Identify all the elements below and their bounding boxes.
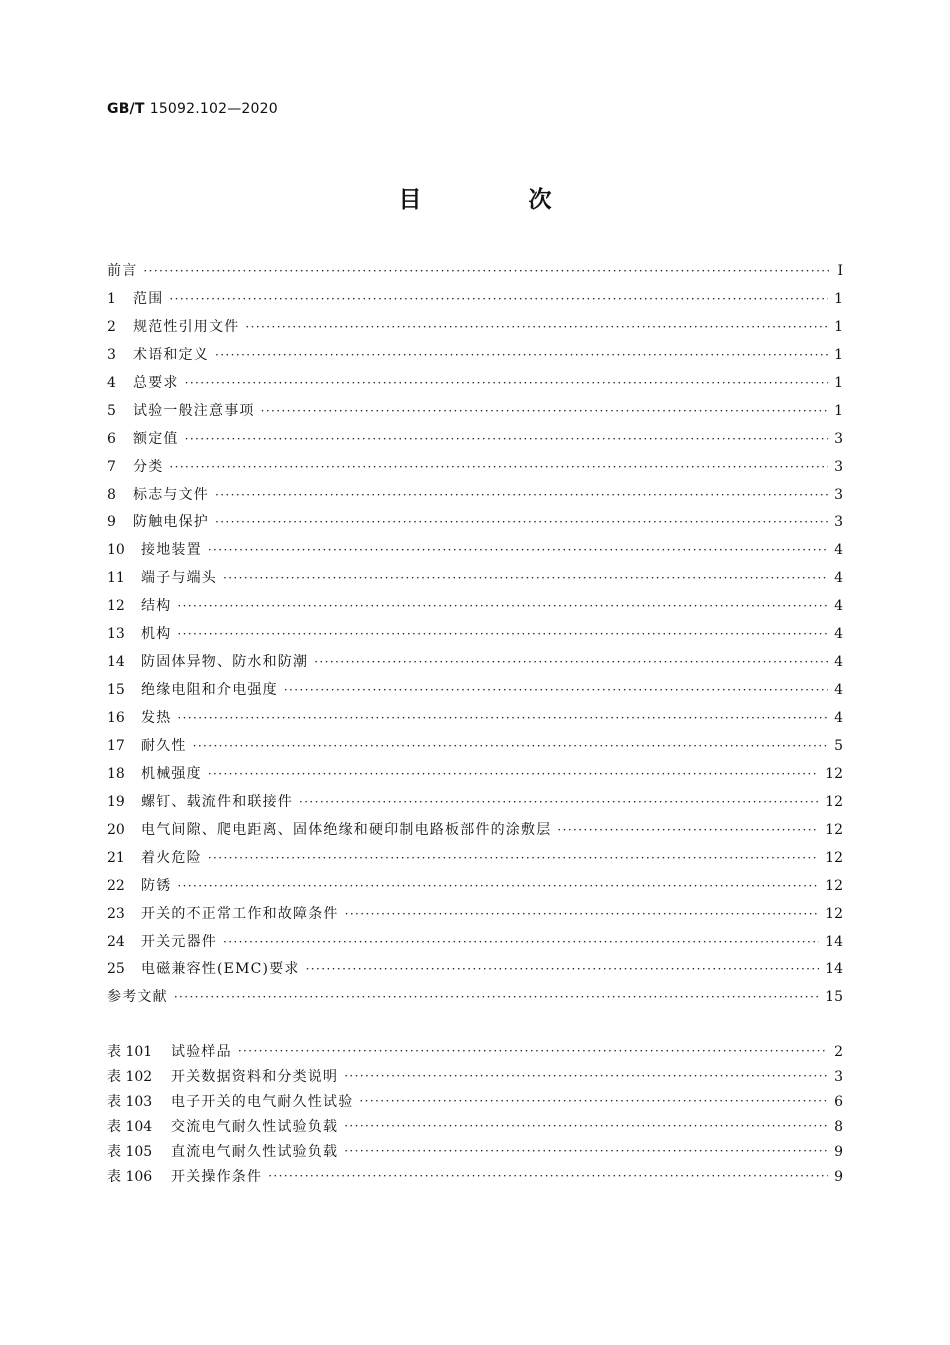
entry-label: 绝缘电阻和介电强度 bbox=[141, 682, 278, 699]
entry-label: 电子开关的电气耐久性试验 bbox=[171, 1094, 354, 1110]
entry-number: 22 bbox=[107, 877, 125, 894]
toc-entry[interactable] bbox=[107, 677, 843, 705]
toc-entry[interactable] bbox=[107, 733, 843, 761]
page-number: 14 bbox=[825, 961, 843, 978]
page-number: 4 bbox=[834, 626, 843, 643]
entry-number: 表 106 bbox=[107, 1169, 153, 1185]
page-number: 15 bbox=[825, 989, 843, 1006]
dot-leader bbox=[557, 821, 819, 835]
entry-number: 19 bbox=[107, 793, 125, 810]
page-number: 9 bbox=[834, 1169, 843, 1185]
entry-number: 表 103 bbox=[107, 1094, 153, 1110]
dot-leader bbox=[177, 597, 828, 611]
entry-label: 额定值 bbox=[133, 430, 179, 447]
dot-leader bbox=[215, 346, 828, 360]
page-number: 1 bbox=[834, 374, 843, 391]
page-number: 12 bbox=[825, 765, 843, 782]
toc-entry[interactable] bbox=[107, 705, 843, 733]
page-number: 4 bbox=[834, 654, 843, 671]
table-entry[interactable] bbox=[107, 1165, 843, 1190]
entry-label: 标志与文件 bbox=[133, 486, 209, 503]
entry-label: 接地装置 bbox=[141, 542, 202, 559]
toc-entry[interactable] bbox=[107, 565, 843, 593]
page-number: 4 bbox=[834, 710, 843, 726]
dot-leader bbox=[208, 849, 819, 863]
entry-label: 电气间隙、爬电距离、固体绝缘和硬印制电路板部件的涂敷层 bbox=[141, 821, 552, 838]
entry-label: 前言 bbox=[107, 263, 138, 279]
dot-leader bbox=[169, 458, 828, 472]
table-entry[interactable] bbox=[107, 1140, 843, 1165]
dot-leader bbox=[215, 486, 828, 500]
toc-entry[interactable] bbox=[107, 817, 843, 845]
page-number: 12 bbox=[825, 821, 843, 838]
toc-entry[interactable] bbox=[107, 984, 843, 1012]
dot-leader bbox=[359, 1093, 828, 1107]
page-number: Ⅰ bbox=[837, 263, 843, 279]
dot-leader bbox=[314, 653, 828, 667]
page-number: 3 bbox=[834, 514, 843, 531]
entry-label: 交流电气耐久性试验负载 bbox=[171, 1119, 339, 1135]
page-number: 3 bbox=[834, 430, 843, 447]
toc-entry[interactable] bbox=[107, 873, 843, 901]
entry-label: 防锈 bbox=[141, 877, 172, 894]
toc-entry[interactable] bbox=[107, 426, 843, 454]
entry-number: 表 105 bbox=[107, 1144, 153, 1160]
toc-entry[interactable] bbox=[107, 649, 843, 677]
entry-number: 5 bbox=[107, 402, 116, 419]
entry-label: 耐久性 bbox=[141, 737, 187, 754]
toc-entry[interactable] bbox=[107, 509, 843, 537]
dot-leader bbox=[143, 262, 829, 276]
dot-leader bbox=[215, 513, 828, 527]
table-entry[interactable] bbox=[107, 1090, 843, 1115]
entry-label: 机构 bbox=[141, 626, 172, 643]
entry-label: 防固体异物、防水和防潮 bbox=[141, 654, 309, 671]
entry-number: 13 bbox=[107, 626, 125, 643]
entry-label: 总要求 bbox=[133, 374, 179, 391]
toc-entry[interactable] bbox=[107, 621, 843, 649]
page-number: 12 bbox=[825, 849, 843, 866]
dot-leader bbox=[177, 709, 828, 723]
entry-label: 发热 bbox=[141, 710, 172, 726]
entry-label: 试验一般注意事项 bbox=[133, 402, 255, 419]
page-number: 3 bbox=[834, 458, 843, 475]
dot-leader bbox=[238, 1043, 828, 1057]
entry-number: 9 bbox=[107, 514, 116, 531]
entry-number: 11 bbox=[107, 570, 125, 587]
entry-label: 开关数据资料和分类说明 bbox=[171, 1069, 339, 1085]
toc-entry[interactable] bbox=[107, 845, 843, 873]
toc-entry[interactable] bbox=[107, 593, 843, 621]
page-number: 12 bbox=[825, 905, 843, 922]
entry-label: 范围 bbox=[133, 290, 164, 307]
entry-number: 18 bbox=[107, 765, 125, 782]
entry-number: 17 bbox=[107, 737, 125, 754]
table-entry[interactable] bbox=[107, 1115, 843, 1140]
entry-number: 12 bbox=[107, 598, 125, 615]
toc-entry[interactable] bbox=[107, 789, 843, 817]
page-number: 2 bbox=[834, 1044, 843, 1060]
dot-leader bbox=[268, 1168, 828, 1182]
table-entry[interactable] bbox=[107, 1040, 843, 1065]
toc-entry[interactable] bbox=[107, 956, 843, 984]
dot-leader bbox=[261, 402, 828, 416]
toc-entry[interactable] bbox=[107, 929, 843, 957]
standard-prefix: GB/T bbox=[107, 101, 145, 117]
entry-number: 14 bbox=[107, 654, 125, 671]
page-number: 5 bbox=[834, 737, 843, 754]
entry-number: 1 bbox=[107, 290, 116, 307]
entry-label: 着火危险 bbox=[141, 849, 202, 866]
page-number: 4 bbox=[834, 542, 843, 559]
toc-entry[interactable] bbox=[107, 258, 843, 286]
entry-label: 端子与端头 bbox=[141, 570, 217, 587]
dot-leader bbox=[223, 933, 819, 947]
dot-leader bbox=[208, 765, 819, 779]
entry-label: 结构 bbox=[141, 598, 172, 615]
entry-label: 开关的不正常工作和故障条件 bbox=[141, 905, 339, 922]
entry-label: 防触电保护 bbox=[133, 514, 209, 531]
entry-number: 4 bbox=[107, 374, 116, 391]
entry-number: 25 bbox=[107, 961, 125, 978]
entry-number: 23 bbox=[107, 905, 125, 922]
page-title: 目 次 bbox=[398, 187, 594, 213]
toc-entry[interactable] bbox=[107, 314, 843, 342]
dot-leader bbox=[208, 541, 828, 555]
entry-number: 8 bbox=[107, 486, 116, 503]
entry-label: 直流电气耐久性试验负载 bbox=[171, 1144, 339, 1160]
entry-label: 电磁兼容性(EMC)要求 bbox=[141, 961, 300, 978]
dot-leader bbox=[345, 905, 820, 919]
page-number: 6 bbox=[834, 1094, 843, 1110]
dot-leader bbox=[193, 737, 828, 751]
dot-leader bbox=[245, 318, 828, 332]
toc-entry[interactable] bbox=[107, 454, 843, 482]
entry-label: 参考文献 bbox=[107, 989, 168, 1006]
entry-number: 7 bbox=[107, 458, 116, 475]
page-number: 3 bbox=[834, 1069, 843, 1085]
entry-label: 分类 bbox=[133, 458, 164, 475]
entry-number: 表 101 bbox=[107, 1044, 153, 1060]
entry-number: 24 bbox=[107, 933, 125, 950]
entry-label: 规范性引用文件 bbox=[133, 318, 240, 335]
dot-leader bbox=[174, 988, 819, 1002]
dot-leader bbox=[299, 793, 819, 807]
toc-entry[interactable] bbox=[107, 537, 843, 565]
dot-leader bbox=[177, 877, 819, 891]
entry-label: 开关元器件 bbox=[141, 933, 217, 950]
toc-entry[interactable] bbox=[107, 342, 843, 370]
dot-leader bbox=[344, 1143, 828, 1157]
entry-number: 16 bbox=[107, 710, 125, 726]
page-number: 1 bbox=[834, 402, 843, 419]
toc-entry[interactable] bbox=[107, 901, 843, 929]
entry-number: 10 bbox=[107, 542, 125, 559]
toc-entry[interactable] bbox=[107, 370, 843, 398]
entry-number: 6 bbox=[107, 430, 116, 447]
dot-leader bbox=[306, 960, 820, 974]
page-number: 12 bbox=[825, 793, 843, 810]
page-number: 3 bbox=[834, 486, 843, 503]
entry-number: 表 102 bbox=[107, 1069, 153, 1085]
entry-label: 开关操作条件 bbox=[171, 1169, 263, 1185]
entry-number: 20 bbox=[107, 821, 125, 838]
entry-number: 3 bbox=[107, 346, 116, 363]
toc-entry[interactable] bbox=[107, 286, 843, 314]
toc-entry[interactable] bbox=[107, 761, 843, 789]
dot-leader bbox=[223, 569, 828, 583]
dot-leader bbox=[284, 681, 828, 695]
page-number: 1 bbox=[834, 346, 843, 363]
table-of-contents bbox=[107, 258, 843, 1012]
entry-number: 15 bbox=[107, 682, 125, 699]
page-number: 4 bbox=[834, 598, 843, 615]
entry-label: 试验样品 bbox=[171, 1044, 232, 1060]
entry-label: 螺钉、载流件和联接件 bbox=[141, 793, 293, 810]
entry-number: 21 bbox=[107, 849, 125, 866]
standard-number: 15092.102—2020 bbox=[149, 101, 278, 117]
table-entry[interactable] bbox=[107, 1065, 843, 1090]
page-number: 1 bbox=[834, 318, 843, 335]
dot-leader bbox=[185, 374, 828, 388]
dot-leader bbox=[169, 290, 828, 304]
entry-number: 表 104 bbox=[107, 1119, 153, 1135]
dot-leader bbox=[344, 1068, 828, 1082]
dot-leader bbox=[185, 430, 828, 444]
entry-label: 术语和定义 bbox=[133, 346, 209, 363]
entry-label: 机械强度 bbox=[141, 765, 202, 782]
page-number: 12 bbox=[825, 877, 843, 894]
page-number: 14 bbox=[825, 933, 843, 950]
dot-leader bbox=[344, 1118, 828, 1132]
page-number: 4 bbox=[834, 570, 843, 587]
page-number: 1 bbox=[834, 290, 843, 307]
toc-entry[interactable] bbox=[107, 482, 843, 510]
page-number: 9 bbox=[834, 1144, 843, 1160]
page-number: 8 bbox=[834, 1119, 843, 1135]
standard-code bbox=[107, 101, 278, 117]
entry-number: 2 bbox=[107, 318, 116, 335]
page-number: 4 bbox=[834, 682, 843, 699]
dot-leader bbox=[177, 625, 828, 639]
list-of-tables bbox=[107, 1040, 843, 1190]
toc-entry[interactable] bbox=[107, 398, 843, 426]
